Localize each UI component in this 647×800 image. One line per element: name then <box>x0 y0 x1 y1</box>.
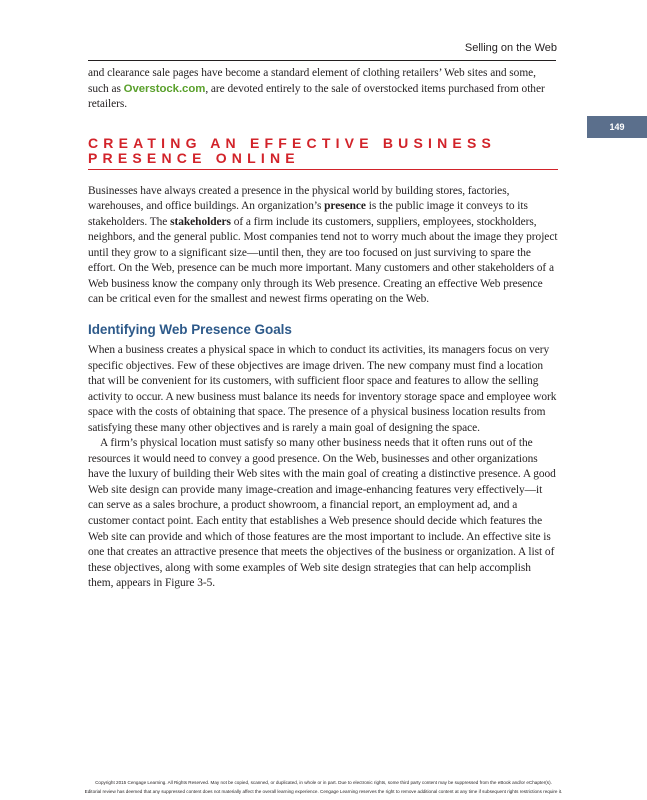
page-body <box>88 66 558 592</box>
subsection-paragraph-2: A firm’s physical location must satisfy so many other business needs that it often runs out of the resources it would need to convey a good presence. On the Web, businesses and other organizations have the luxury of building their Web sites with the main goal of creating a distinctive presence. A good Web site design can provide many image-creation and image-enhancing features very effectively—it can serve as a sales brochure, a product showroom, a financial report, an employment ad, and a customer contact point. Each entity that establishes a Web presence should decide which features the Web site can provide and which of those features are the most important to include. An effective site is one that creates an attractive presence that meets the objectives of the business or organization. A list of these objectives, along with some examples of Web site design strategies that can help accomplish them, appears in Figure 3-5. <box>88 437 556 590</box>
intro-text-before: and clearance sale pages have become a standard element of clothing retailers’ Web sites and some, such as <box>88 67 536 95</box>
section-heading-line-2: PRESENCE ONLINE <box>88 150 300 167</box>
subsection-paragraph-1: When a business creates a physical space in which to conduct its activities, its managers focus on very specific objectives. Few of these objectives are image driven. The new company must find a location that will be convenient for its customers, with sufficient floor space and features to allow the selling activity to occur. A new business must balance its needs for inventory storage space and employee work space with the costs of obtaining that space. The presence of a physical business location results from satisfying these many other objectives and is rarely a main goal of designing the space. <box>88 344 557 434</box>
section-heading <box>88 136 558 170</box>
running-head-title: Selling on the Web <box>464 42 557 54</box>
header-rule <box>88 60 556 61</box>
copyright-notice: Copyright 2015 Cengage Learning. All Rights Reserved. May not be copied, scanned, or duplicated, in whole or in part. Due to electronic rights, some third party content may be suppressed from the eBook and/or eChapter(s). <box>95 780 552 785</box>
subsection-heading: Identifying Web Presence Goals <box>88 322 292 338</box>
intro-paragraph <box>88 66 558 113</box>
section-text-b: is the public image it conveys to its stakeholders. The <box>88 200 528 228</box>
key-term-presence: presence <box>324 200 366 213</box>
brand-link[interactable]: Overstock.com <box>123 82 206 95</box>
page-number: 149 <box>587 116 647 138</box>
key-term-stakeholders: stakeholders <box>170 215 231 228</box>
section-paragraph <box>88 184 558 308</box>
section-text-a: Businesses have always created a presence in the physical world by building stores, factories, warehouses, and office buildings. An organization’s <box>88 184 510 213</box>
editorial-notice: Editorial review has deemed that any suppressed content does not materially affect the overall learning experience. Cengage Learning reserves the right to remove additional content at any time if subsequent rights restrictions require it. <box>84 789 563 794</box>
section-heading-line-1: CREATING AN EFFECTIVE BUSINESS <box>88 134 497 151</box>
intro-text-after: , are devoted entirely to the sale of overstocked items purchased from other retailers. <box>88 82 545 111</box>
section-text-c: of a firm include its customers, suppliers, employees, stockholders, neighbors, and the general public. Most companies tend not to worry much about the image they project until they grow to a significant size—until then, they are too focused on just surviving to spare the effort. On the Web, presence can be much more important. Many customers and other stakeholders of a Web business know the company only through its Web presence. Creating an effective Web presence can be critical even for the smallest and newest firms operating on the Web. <box>88 215 558 306</box>
